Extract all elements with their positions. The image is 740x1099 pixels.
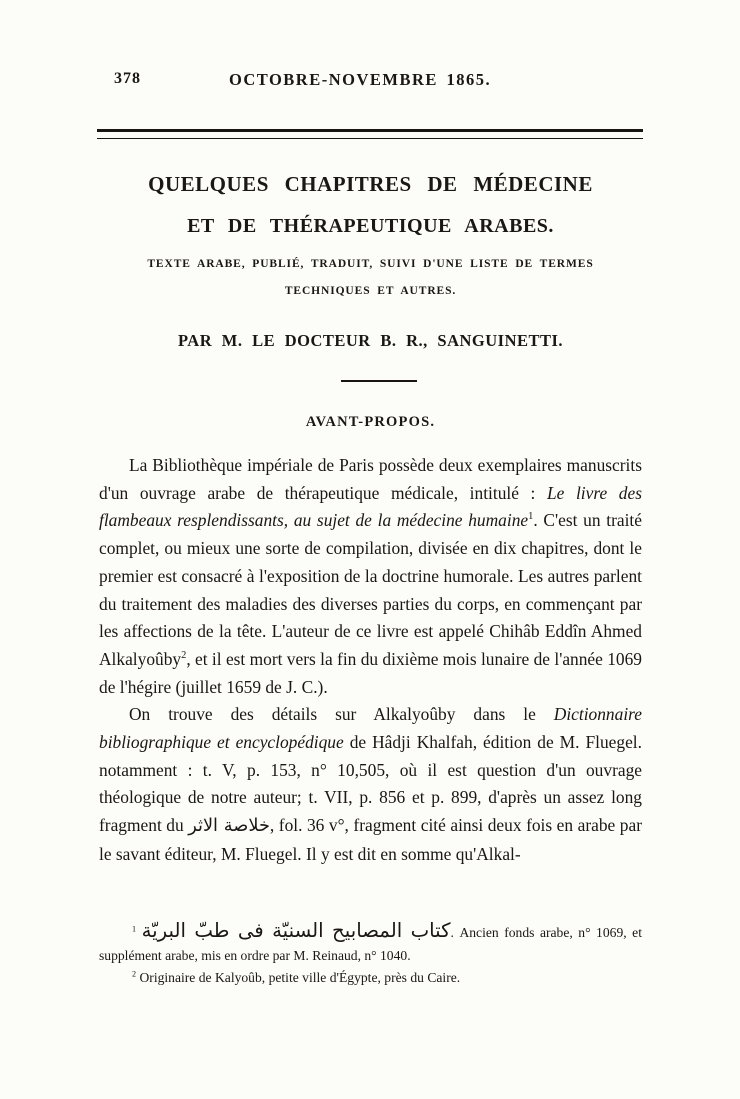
header-double-rule	[97, 129, 643, 139]
footnotes	[99, 921, 642, 990]
article-title-line2: ET DE THÉRAPEUTIQUE ARABES.	[187, 215, 554, 237]
body-text	[99, 452, 642, 869]
footnote-1: $^1$ كتاب المصابيح السنيّة فى طبّ البريّة. Ancien fonds arabe, n° 1069, et supplément arabe, mis en ordre par M. Reinaud, n° 1040.	[99, 919, 642, 963]
footnote-2: $^2$ Originaire de Kalyoûb, petite ville d'Égypte, près du Caire.	[132, 969, 461, 985]
article-title-line1: QUELQUES CHAPITRES DE MÉDECINE	[148, 172, 593, 196]
section-heading: AVANT-PROPOS.	[305, 414, 436, 430]
page-number: 378	[114, 70, 141, 87]
running-head	[99, 70, 642, 94]
journal-date-header: OCTOBRE-NOVEMBRE 1865.	[229, 70, 492, 89]
author-byline: PAR M. LE DOCTEUR B. R., SANGUINETTI.	[177, 331, 564, 350]
section-divider-rule	[341, 380, 417, 382]
article-subtitle-line2: TECHNIQUES ET AUTRES.	[284, 285, 457, 297]
paragraph-2: On trouve des détails sur Alkalyoûby dans le Dictionnaire bibliographique et encyclopédique de Hâdji Khalfah, édition de M. Fluegel. notamment : t. V, p. 153, n° 10,505, où il est question d'un ouvrage théologique de notre auteur; t. VII, p. 856 et p. 899, d'après un assez long fragment du خلاصة الاثر, fol. 36 v°, fragment cité ainsi deux fois en arabe par le savant éditeur, M. Fluegel. Il y est dit en somme qu'Alkal-	[99, 704, 642, 864]
paragraph-1: La Bibliothèque impériale de Paris possède deux exemplaires manuscrits d'un ouvrage arabe de thérapeutique médicale, intitulé : Le livre des flambeaux resplendissants, au sujet de la médecine humaine$^1$. C'est un traité complet, ou mieux une sorte de compilation, divisée en dix chapitres, dont le premier est consacré à l'exposition de la doctrine humorale. Les autres parlent du traitement des maladies des diverses parties du corps, en commençant par les affections de la tête. L'auteur de ce livre est appelé Chihâb Eddîn Ahmed Alkalyoûby$^2$, et il est mort vers la fin du dixième mois lunaire de l'année 1069 de l'hégire (juillet 1659 de J. C.).	[99, 455, 642, 697]
article-subtitle-line1: TEXTE ARABE, PUBLIÉ, TRADUIT, SUIVI D'UNE LISTE DE TERMES	[147, 258, 594, 270]
